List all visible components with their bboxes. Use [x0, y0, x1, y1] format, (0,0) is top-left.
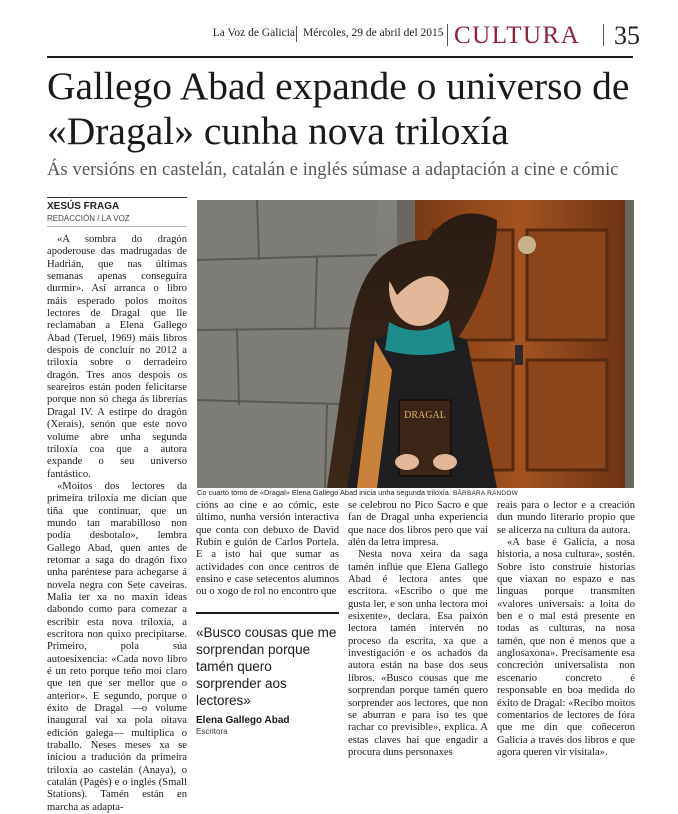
article-paragraph: se celebrou no Pico Sacro e que fan de Dragal unha experiencia que nace dos libros pero que vai alén da letra impresa.: [348, 500, 488, 549]
byline-role: REDACCIÓN / LA VOZ: [47, 214, 130, 223]
caption-text: Co cuarto tomo de «Dragal» Elena Gallego Abad inicia unha segunda triloxía.: [197, 488, 451, 497]
article-paragraph: «A sombra do dragón apoderouse das madrugadas de Hadrián, que nas últimas semanas apenas conseguira durmir». Así arranca o libro máis esperado polos moitos lectores de Dragal que lle reclamaban a Elena Gallego Abad (Teruel, 1969) máis libros despois de concluír no 2012 a triloxía sobre o derradeiro dragón. Tres anos despois os seareiros están poden felicitarse porque non só chega ás librerías Dragal IV. A estirpe do dragón (Xerais), senón que este novo volume abre unha segunda triloxía coa que a autora expande o seu universo fantástico.: [47, 234, 187, 480]
pull-quote-text: «Busco cousas que me sorprendan porque tamén quero sorprender aos lectores»: [196, 625, 337, 708]
photo-credit: BÁRBARA RANDOW: [452, 490, 518, 497]
article-column-3: [348, 500, 488, 780]
article-paragraph: reais para o lector e a creación dun mundo literario propio que se alicerza na cultura da autora.: [497, 500, 635, 536]
article-column-2: [196, 500, 339, 605]
newspaper-name: La Voz de Galicia: [212, 27, 295, 39]
author-photo-illustration: [197, 200, 634, 488]
headline: Gallego Abad expande o universo de «Dragal» cunha nova triloxía: [47, 64, 630, 153]
page-number: 35: [614, 21, 640, 50]
article-paragraph: cións ao cine e ao cómic, este último, nunha versión interactiva que conta con debuxo de David Rubín e guión de Carlos Portela. E a isto hai que sumar as actividades con once centros de ensino e case setecentos alumnos ou o xogo de rol no encontro que: [196, 500, 339, 598]
masthead-divider: [447, 24, 448, 46]
pull-quote-name: Elena Gallego Abad: [196, 715, 290, 726]
pull-quote-box: [196, 612, 339, 736]
pull-quote-role: Escritora: [196, 727, 228, 736]
byline-rule: [47, 197, 187, 198]
article-column-1: [47, 234, 187, 813]
photo-caption: [197, 488, 634, 497]
book-cover-title: DRAGAL: [404, 410, 446, 421]
header-rule: [47, 56, 633, 58]
article-column-4: [497, 500, 635, 780]
masthead-divider: [296, 26, 297, 42]
byline-author: XESÚS FRAGA: [47, 201, 120, 212]
article-paragraph: Nesta nova xeira da saga tamén inflúe que Elena Gallego Abad é lectora antes que escritora. «Escribo o que me gusta ler, e son unha lectora moi esixente», declara. Esa paixón lectora tamén intervén no proceso da escrita, xa que a investigación e os achados da autora están na base dos seus libros. «Busco cousas que me sorprendan porque tamén quero sorprender aos lectores, que non se aburran e para iso tes que rachar co previsible», explica. A estas claves hai que engadir a procura duns personaxes: [348, 549, 488, 758]
masthead-divider: [603, 24, 604, 46]
article-paragraph: «A base é Galicia, a nosa historia, a nosa cultura», sostén. Sobre isto construíe historias que viaxan no espazo e nas linguas porque transmiten «valores universais: a loita do ben e o mal está presente en todas as culturas, na nosa tamén, que non é menos que a anglosaxona». Precisamente esa concreción universalista non escenario concreto é responsable en boa medida do éxito de Dragal: «Recibo moitos comentarios de lectores de fóra que me din que coñeceron Galicia a través dos libros e que agora queren vir visitala».: [497, 537, 635, 758]
subheadline: Ás versións en castelán, catalán e inglés súmase a adaptación a cine e cómic: [47, 160, 619, 180]
issue-date: Mércoles, 29 de abril del 2015: [303, 27, 444, 39]
article-paragraph: «Moitos dos lectores da primeira triloxía me dicían que tiña que continuar, que un mundo tan marabilloso non podía desbotalo», lembra Gallego Abad, quen antes de retomar a saga do dragón fixo unha paréntese para achegarse á novela negra con Sete caveiras. Malia ter xa no maxín ideas dabondo como para comezar a escribir esta nova triloxía, a escritora non quixo precipitarse. Primeiro, pola súa autoesixencia: «Cada novo libro é un reto porque teño moi claro que ten que ser mellor que o anterior». E segundo, porque o éxito de Dragal —o volume inaugural vai xa pola oitava edición galega— multiplica o traballo. Neses meses xa se iniciou a tradución da primeira triloxía ao castelán (Anaya), o catalán (Pagès) e o inglés (Small Stations). Tamén están en marcha as adapta-: [47, 480, 187, 813]
section-label: CULTURA: [454, 22, 581, 49]
article-photo: [197, 200, 634, 488]
pull-quote-rule: [196, 612, 339, 614]
byline-rule: [47, 226, 187, 227]
masthead: [0, 22, 678, 52]
